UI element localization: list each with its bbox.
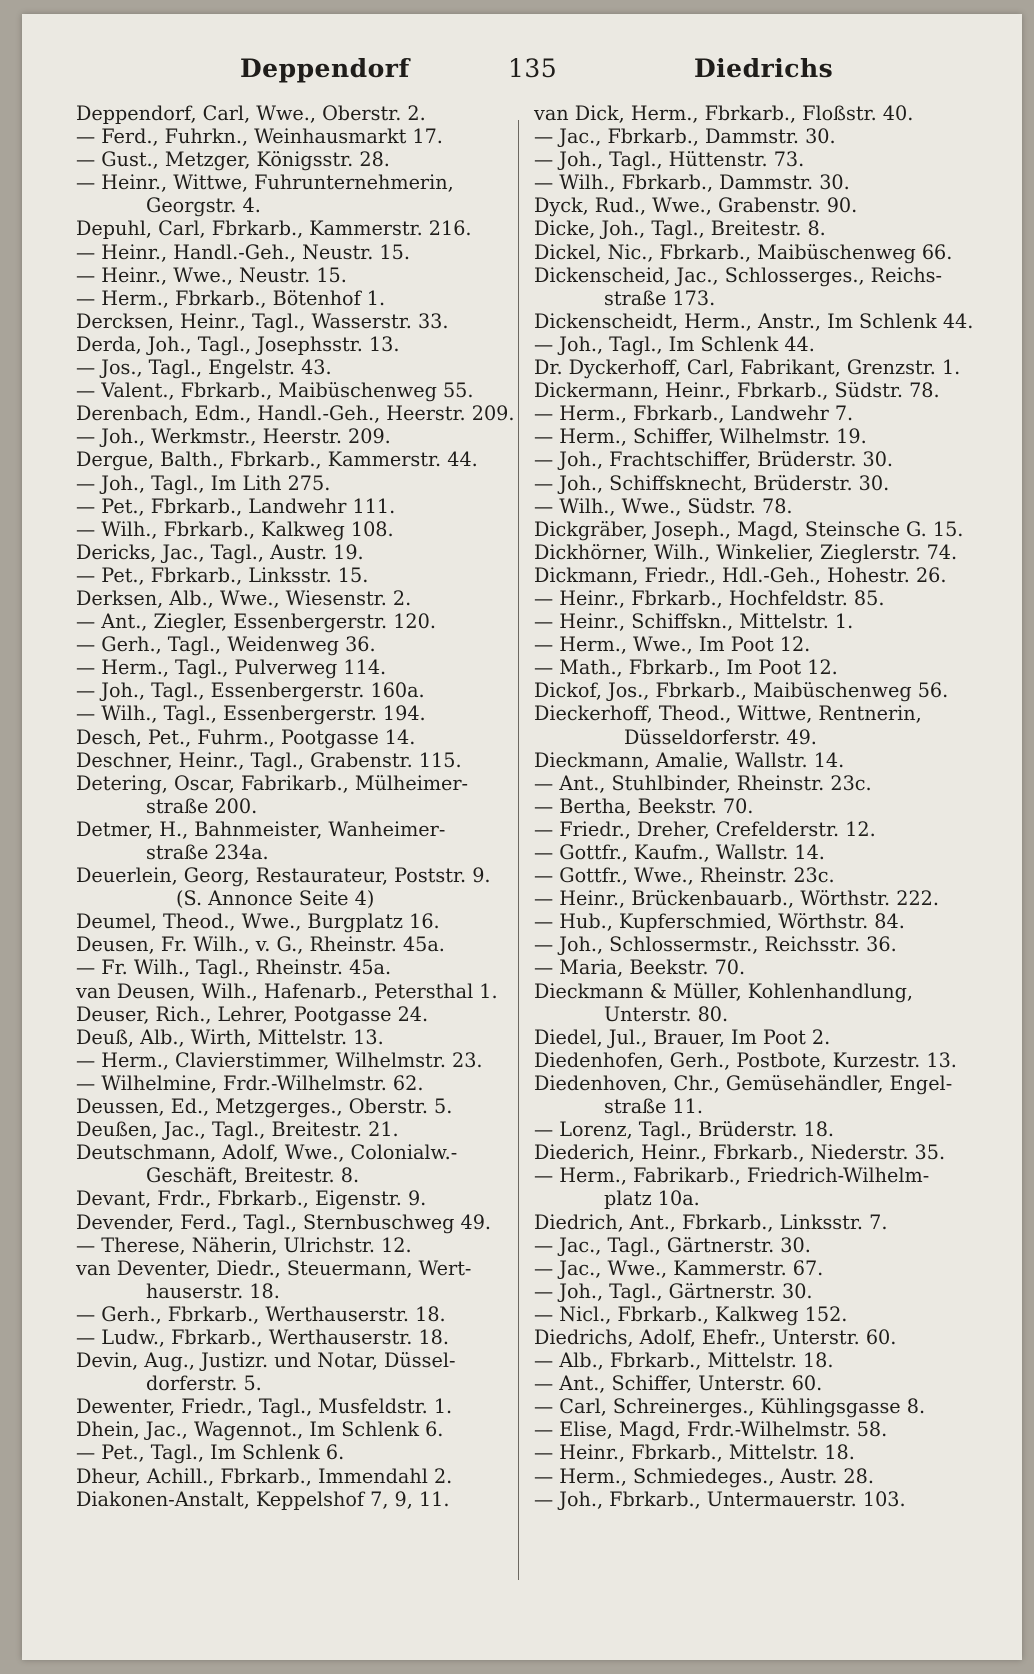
directory-entry-line: — Gerh., Tagl., Weidenweg 36. <box>76 633 376 657</box>
directory-entry-line: Unterstr. 80. <box>604 1002 729 1026</box>
directory-entry-line: — Heinr., Handl.-Geh., Neustr. 15. <box>76 240 410 264</box>
directory-entry-line: Dieckmann, Amalie, Wallstr. 14. <box>534 748 845 772</box>
left-column <box>76 102 515 1511</box>
directory-entry-line: — Wilh., Tagl., Essenbergerstr. 194. <box>76 702 426 726</box>
directory-entry-line: — Fr. Wilh., Tagl., Rheinstr. 45a. <box>76 956 392 980</box>
directory-entry-line: Dieckmann & Müller, Kohlenhandlung, <box>534 979 914 1003</box>
directory-entry-line: — Heinr., Schiffskn., Mittelstr. 1. <box>534 610 854 634</box>
directory-entry-line: van Dick, Herm., Fbrkarb., Floßstr. 40. <box>534 102 914 125</box>
directory-entry-line: Deumel, Theod., Wwe., Burgplatz 16. <box>76 910 440 934</box>
directory-entry-line: Dickenscheidt, Herm., Anstr., Im Schlenk 44. <box>534 309 974 333</box>
directory-entry-line: — Hub., Kupferschmied, Wörthstr. 84. <box>534 910 905 934</box>
directory-entry-line: Devant, Frdr., Fbrkarb., Eigenstr. 9. <box>76 1187 427 1211</box>
directory-entry-line: — Joh., Tagl., Hüttenstr. 73. <box>534 148 805 172</box>
directory-entry-line: — Jac., Tagl., Gärtnerstr. 30. <box>534 1233 811 1257</box>
directory-entry-line: — Joh., Tagl., Im Schlenk 44. <box>534 332 815 356</box>
directory-entry-line: Derda, Joh., Tagl., Josephsstr. 13. <box>76 332 400 356</box>
directory-entry-line: Deschner, Heinr., Tagl., Grabenstr. 115. <box>76 748 462 772</box>
directory-entry-line: van Deventer, Diedr., Steuermann, Wert- <box>76 1256 472 1280</box>
directory-entry-line: — Jac., Fbrkarb., Dammstr. 30. <box>534 125 836 149</box>
directory-entry-line: Dewenter, Friedr., Tagl., Musfeldstr. 1. <box>76 1395 453 1419</box>
directory-entry-line: — Lorenz, Tagl., Brüderstr. 18. <box>534 1118 835 1142</box>
directory-entry-line: Deuser, Rich., Lehrer, Pootgasse 24. <box>76 1002 429 1026</box>
directory-entry-line: — Pet., Tagl., Im Schlenk 6. <box>76 1441 345 1465</box>
directory-entry-line: Detering, Oscar, Fabrikarb., Mülheimer- <box>76 771 469 795</box>
directory-entry-line: — Heinr., Wwe., Neustr. 15. <box>76 263 347 287</box>
directory-entry-line: — Herm., Fbrkarb., Landwehr 7. <box>534 402 854 426</box>
directory-entry-line: van Deusen, Wilh., Hafenarb., Petersthal 1. <box>76 979 498 1003</box>
directory-entry-line: — Bertha, Beekstr. 70. <box>534 794 754 818</box>
directory-entry-line: platz 10a. <box>604 1187 700 1211</box>
directory-entry-line: Dickermann, Heinr., Fbrkarb., Südstr. 78. <box>534 379 940 403</box>
directory-entry-line: (S. Annonce Seite 4) <box>176 887 375 911</box>
directory-entry-line: hauserstr. 18. <box>146 1279 280 1303</box>
directory-entry-line: Dergue, Balth., Fbrkarb., Kammerstr. 44. <box>76 448 478 472</box>
directory-entry-line: Dhein, Jac., Wagennot., Im Schlenk 6. <box>76 1418 444 1442</box>
directory-entry-line: — Herm., Fbrkarb., Bötenhof 1. <box>76 286 386 310</box>
directory-entry-line: — Pet., Fbrkarb., Landwehr 111. <box>76 494 396 518</box>
directory-page <box>22 14 1022 1660</box>
directory-entry-line: — Ant., Schiffer, Unterstr. 60. <box>534 1372 823 1396</box>
directory-entry-line: Düsseldorferstr. 49. <box>624 725 817 749</box>
directory-entry-line: dorferstr. 5. <box>146 1372 262 1396</box>
directory-entry-line: Diedenhofen, Gerh., Postbote, Kurzestr. 13. <box>534 1048 957 1072</box>
directory-entry-line: Detmer, H., Bahnmeister, Wanheimer- <box>76 817 446 841</box>
directory-entry-line: straße 234a. <box>146 841 269 864</box>
directory-entry-line: Dr. Dyckerhoff, Carl, Fabrikant, Grenzstr. 1. <box>534 356 961 380</box>
directory-entry-line: Diedrich, Ant., Fbrkarb., Linksstr. 7. <box>534 1210 888 1234</box>
directory-entry-line: — Joh., Tagl., Essenbergerstr. 160a. <box>76 679 425 703</box>
header-left-keyword: Deppendorf <box>240 54 410 83</box>
directory-entry-line: Desch, Pet., Fuhrm., Pootgasse 14. <box>76 725 416 749</box>
directory-entry-line: — Joh., Werkmstr., Heerstr. 209. <box>76 425 391 449</box>
directory-entry-line: Deuß, Alb., Wirth, Mittelstr. 13. <box>76 1025 384 1049</box>
directory-entry-line: — Gust., Metzger, Königsstr. 28. <box>76 148 390 172</box>
directory-entry-line: Diakonen-Anstalt, Keppelshof 7, 9, 11. <box>76 1487 450 1511</box>
directory-entry-line: — Valent., Fbrkarb., Maibüschenweg 55. <box>76 379 474 403</box>
directory-entry-line: — Heinr., Fbrkarb., Mittelstr. 18. <box>534 1441 855 1465</box>
directory-entry-line: Dyck, Rud., Wwe., Grabenstr. 90. <box>534 194 858 218</box>
header-right-keyword: Diedrichs <box>694 54 834 83</box>
directory-entry-line: — Heinr., Wittwe, Fuhrunternehmerin, <box>76 171 454 195</box>
directory-entry-line: Geschäft, Breitestr. 8. <box>146 1164 360 1188</box>
directory-entry-line: Dicke, Joh., Tagl., Breitestr. 8. <box>534 217 826 241</box>
directory-entry-line: — Joh., Tagl., Im Lith 275. <box>76 471 331 495</box>
directory-entry-line: — Alb., Fbrkarb., Mittelstr. 18. <box>534 1349 834 1373</box>
directory-entry-line: Dickel, Nic., Fbrkarb., Maibüschenweg 66. <box>534 240 953 264</box>
directory-entry-line: Diedel, Jul., Brauer, Im Poot 2. <box>534 1025 831 1049</box>
directory-entry-line: — Wilhelmine, Frdr.-Wilhelmstr. 62. <box>76 1071 424 1095</box>
directory-entry-line: — Jac., Wwe., Kammerstr. 67. <box>534 1256 824 1280</box>
directory-entry-line: Dericks, Jac., Tagl., Austr. 19. <box>76 540 364 564</box>
directory-entry-line: — Joh., Schlossermstr., Reichsstr. 36. <box>534 933 897 957</box>
directory-entry-line: — Herm., Fabrikarb., Friedrich-Wilhelm- <box>534 1164 930 1188</box>
directory-entry-line: Deusen, Fr. Wilh., v. G., Rheinstr. 45a. <box>76 933 445 957</box>
directory-entry-line: Diederich, Heinr., Fbrkarb., Niederstr. 35. <box>534 1141 946 1165</box>
directory-entry-line: — Jos., Tagl., Engelstr. 43. <box>76 356 332 380</box>
directory-entry-line: — Gottfr., Wwe., Rheinstr. 23c. <box>534 864 835 888</box>
directory-entry-line: Deussen, Ed., Metzgerges., Oberstr. 5. <box>76 1095 453 1119</box>
directory-entry-line: Dickof, Jos., Fbrkarb., Maibüschenweg 56. <box>534 679 949 703</box>
directory-entry-line: straße 173. <box>604 286 716 310</box>
directory-entry-line: — Herm., Tagl., Pulverweg 114. <box>76 656 387 680</box>
directory-entry-line: — Joh., Tagl., Gärtnerstr. 30. <box>534 1279 813 1303</box>
directory-entry-line: — Wilh., Fbrkarb., Dammstr. 30. <box>534 171 850 195</box>
column-divider <box>518 120 519 1580</box>
directory-entry-line: — Herm., Wwe., Im Poot 12. <box>534 633 811 657</box>
directory-entry-line: Dheur, Achill., Fbrkarb., Immendahl 2. <box>76 1464 453 1488</box>
directory-entry-line: — Heinr., Brückenbauarb., Wörthstr. 222. <box>534 887 939 911</box>
directory-entry-line: — Nicl., Fbrkarb., Kalkweg 152. <box>534 1302 848 1326</box>
directory-entry-line: Dickenscheid, Jac., Schlosserges., Reichs- <box>534 263 943 287</box>
directory-entry-line: — Ant., Stuhlbinder, Rheinstr. 23c. <box>534 771 872 795</box>
directory-entry-line: — Maria, Beekstr. 70. <box>534 956 746 980</box>
directory-entry-line: — Math., Fbrkarb., Im Poot 12. <box>534 656 838 680</box>
directory-entry-line: Depuhl, Carl, Fbrkarb., Kammerstr. 216. <box>76 217 472 241</box>
directory-entry-line: — Wilh., Wwe., Südstr. 78. <box>534 494 793 518</box>
page-header <box>22 54 1022 94</box>
directory-entry-line: Diedrichs, Adolf, Ehefr., Unterstr. 60. <box>534 1325 897 1349</box>
directory-entry-line: — Friedr., Dreher, Crefelderstr. 12. <box>534 817 876 841</box>
directory-entry-line: Deuerlein, Georg, Restaurateur, Poststr. 9. <box>76 864 491 888</box>
directory-entry-line: — Herm., Schmiedeges., Austr. 28. <box>534 1464 874 1488</box>
directory-entry-line: Devender, Ferd., Tagl., Sternbuschweg 49. <box>76 1210 492 1234</box>
directory-entry-line: Georgstr. 4. <box>146 194 261 218</box>
directory-entry-line: — Ferd., Fuhrkn., Weinhausmarkt 17. <box>76 125 443 149</box>
directory-entry-line: — Herm., Schiffer, Wilhelmstr. 19. <box>534 425 867 449</box>
directory-entry-line: Diedenhoven, Chr., Gemüsehändler, Engel- <box>534 1071 953 1095</box>
right-column <box>534 102 996 1511</box>
page-number: 135 <box>508 54 558 83</box>
directory-entry-line: — Elise, Magd, Frdr.-Wilhelmstr. 58. <box>534 1418 888 1442</box>
directory-entry-line: — Joh., Frachtschiffer, Brüderstr. 30. <box>534 448 894 472</box>
directory-entry-line: Derksen, Alb., Wwe., Wiesenstr. 2. <box>76 586 412 610</box>
directory-entry-line: — Joh., Schiffsknecht, Brüderstr. 30. <box>534 471 890 495</box>
directory-entry-line: — Gerh., Fbrkarb., Werthauserstr. 18. <box>76 1302 446 1326</box>
directory-entry-line: Dieckerhoff, Theod., Wittwe, Rentnerin, <box>534 702 922 726</box>
directory-entry-line: — Joh., Fbrkarb., Untermauerstr. 103. <box>534 1487 906 1511</box>
directory-entry-line: Deppendorf, Carl, Wwe., Oberstr. 2. <box>76 102 426 125</box>
directory-entry-line: — Gottfr., Kaufm., Wallstr. 14. <box>534 841 825 864</box>
directory-entry-line: Dickhörner, Wilh., Winkelier, Zieglerstr. 74. <box>534 540 958 564</box>
directory-entry-line: — Pet., Fbrkarb., Linksstr. 15. <box>76 563 369 587</box>
directory-entry-line: Devin, Aug., Justizr. und Notar, Düssel- <box>76 1349 456 1373</box>
directory-entry-line: — Wilh., Fbrkarb., Kalkweg 108. <box>76 517 394 541</box>
directory-entry-line: — Ant., Ziegler, Essenbergerstr. 120. <box>76 610 436 634</box>
directory-entry-line: Deutschmann, Adolf, Wwe., Colonialw.- <box>76 1141 458 1165</box>
directory-entry-line: Dickgräber, Joseph., Magd, Steinsche G. 15. <box>534 517 964 541</box>
directory-entry-line: straße 11. <box>604 1095 703 1119</box>
directory-entry-line: — Therese, Näherin, Ulrichstr. 12. <box>76 1233 412 1257</box>
directory-entry-line: — Herm., Clavierstimmer, Wilhelmstr. 23. <box>76 1048 483 1072</box>
directory-entry-line: — Carl, Schreinerges., Kühlingsgasse 8. <box>534 1395 926 1419</box>
directory-entry-line: — Ludw., Fbrkarb., Werthauserstr. 18. <box>76 1325 449 1349</box>
directory-entry-line: Deußen, Jac., Tagl., Breitestr. 21. <box>76 1118 399 1142</box>
directory-entry-line: Derenbach, Edm., Handl.-Geh., Heerstr. 209. <box>76 402 515 426</box>
directory-entry-line: straße 200. <box>146 794 258 818</box>
directory-entry-line: Dercksen, Heinr., Tagl., Wasserstr. 33. <box>76 309 449 333</box>
directory-entry-line: — Heinr., Fbrkarb., Hochfeldstr. 85. <box>534 586 885 610</box>
directory-entry-line: Dickmann, Friedr., Hdl.-Geh., Hohestr. 26. <box>534 563 947 587</box>
